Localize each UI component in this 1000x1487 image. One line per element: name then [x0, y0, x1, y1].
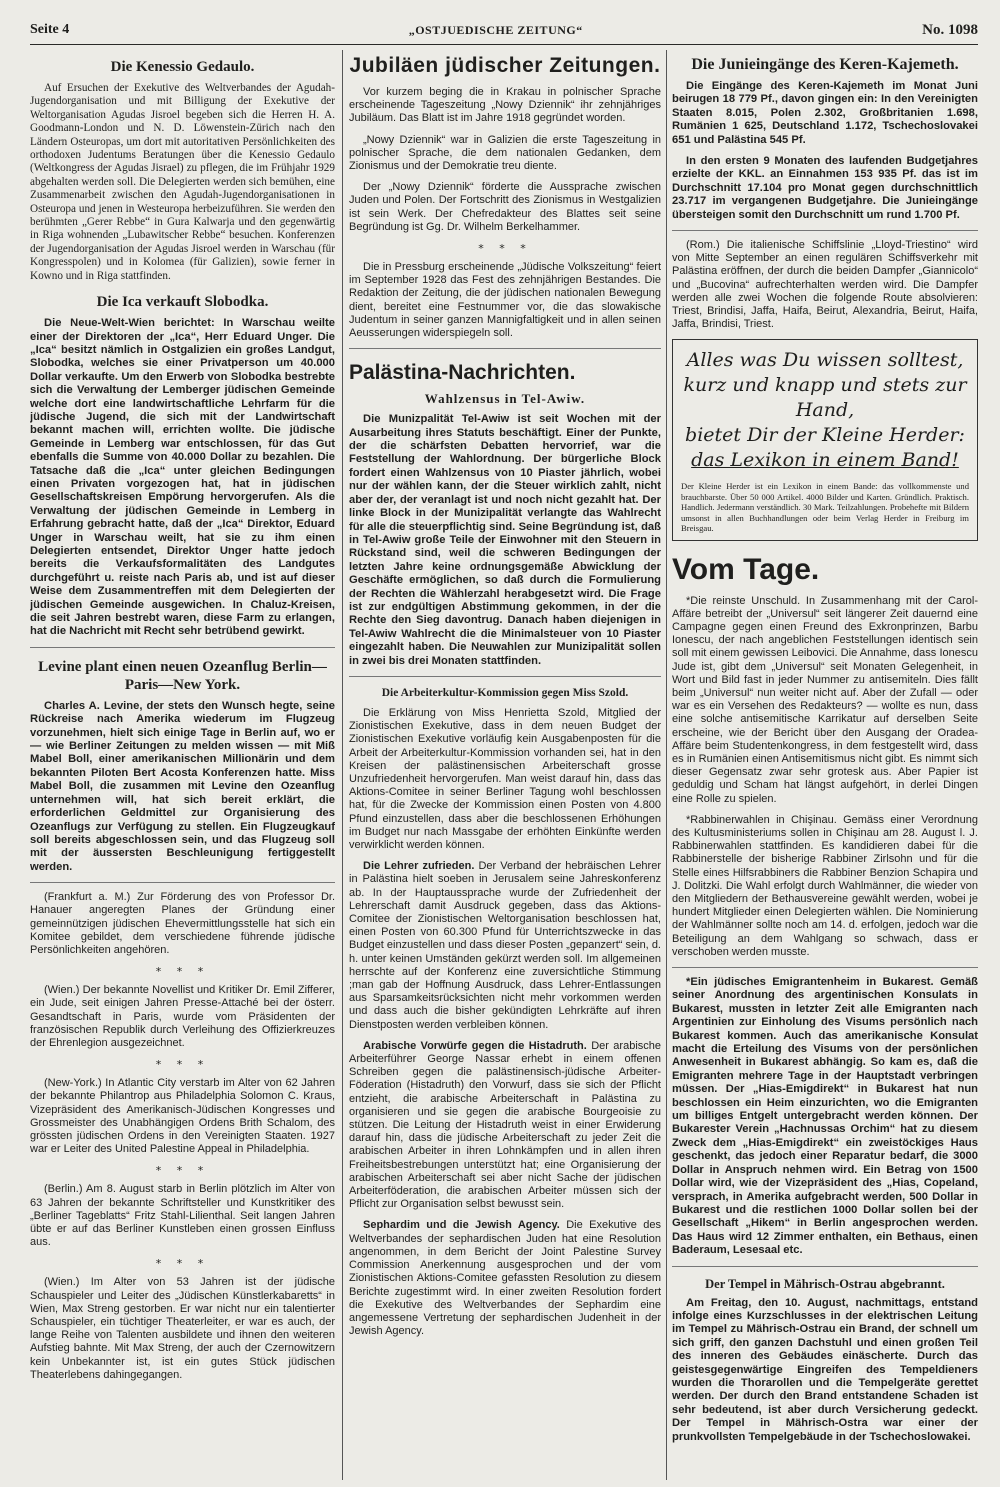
- article-text: Die Eingänge des Keren-Kajemeth im Monat Juni beirugen 18 779 Pf., davon gingen ein: In den Vereinigten Staaten 8.015, Polen 2.302, Großbritanien 1.698, Rumänien 1 625, Deutschland 1.172, Tschechoslovakei 651 und Palästina 545 Pf.: [672, 80, 978, 146]
- article-title: Die Junieingänge des Keren-Kajemeth.: [691, 56, 959, 73]
- divider: [349, 348, 661, 349]
- article-title: Die Ica verkauft Slobodka.: [96, 294, 269, 311]
- issue-number: No. 1098: [922, 21, 978, 38]
- article-lead: Die Lehrer zufrieden.: [363, 860, 475, 873]
- advertisement-herder: [672, 339, 978, 540]
- article-lead: Arabische Vorwürfe gegen die Histadruth.: [363, 1039, 587, 1052]
- column-1: [30, 50, 335, 1480]
- article-text: Die in Pressburg erscheinende „Jüdische Volkszeitung“ feiert im September 1928 das Fest des zehnjährigen Bestandes. Die Redaktion der Zeitung, die der jüdischen nationalen Bewegung dient, bereitet eine Festnummer vor, die das slowakische Judentum in seiner ganzen Mannigfaltigkeit und in allen seinen Aeusserungen widerspiegeln soll.: [349, 261, 661, 340]
- article-text: Die Munizpalität Tel-Awiw ist seit Wochen mit der Ausarbeitung ihres Statuts beschäftigt. Einer der Punkte, der die schärfsten Debatten hervorrief, war die Feststellung der Wahlordnung. Der bürgerliche Block fordert einen Wahlzensus von 10 Piaster jährlich, wobei nur der wählen kann, der die Steuer wirklich zahlt, nicht aber der, der veranlagt ist und noch nicht gezahlt hat. Der linke Block in der Munizipalität verlangte das Wahlrecht für alle die steuerpflichtig sind. Seine Begründung ist, daß in Tel-Awiw große Teile der Einwohner mit den Steuern in Rückstand sind, weil die schweren Bedingungen der letzten Jahre keine ordnungsgemäße Abwicklung der Geschäfte ermöglichen, so daß durch die Formulierung der Rechten die Wählerzahl herabgesetzt wird. Die Frage ist zur endgültigen Abstimmung gekommen, in der die Rechte den Sieg davontrug. Danach haben diejenigen in Tel-Awiw Wahlrecht die die Minimalsteuer von 10 Piaster eingezahlt haben. Die Neuwahlen zur Munizipalität sollen in zwei bis drei Monaten stattfinden.: [349, 413, 661, 667]
- article-title: Der Tempel in Mährisch-Ostrau abgebrannt.: [705, 1276, 945, 1291]
- article-text: Vor kurzem beging die in Krakau in polnischer Sprache erscheinende Tageszeitung „Nowy Dziennik“ ihr zehnjähriges Jubiläum. Das Blatt ist im Jahre 1918 gegründet worden.: [349, 86, 661, 125]
- column-rule: [342, 50, 343, 1480]
- masthead: „OSTJUEDISCHE ZEITUNG“: [408, 22, 583, 37]
- section-title: Vom Tage.: [672, 552, 820, 586]
- divider: [672, 967, 978, 968]
- news-item: *Ein jüdisches Emigrantenheim in Bukarest. Gemäß seiner Anordnung des argentinischen Konsulats in Bukarest, mussten in letzter Zeit alle Emigranten nach Argentinien zur Einholung des Visums persönlich nach Bukarest kommen. Auch das amerikanische Konsulat macht die Erteilung des Visums von der persönlichen Anwesenheit in Bukarest abhängig. So kam es, daß die Emigranten mehrere Tage in der Hauptstadt verbringen müssen. Der „Hias-Emigdirekt“ in Bukarest hat nun beschlossen ein Heim einzurichten, wo die Emigranten um billiges Entgelt untergebracht werden können. Der Bukarester Verein „Hachnussas Orchim“ hat zu diesem Zweck dem „Hias-Emigdirekt“ ein zweistöckiges Haus geschenkt, das jedoch einer Reparatur bedarf, die 3000 Dollar in Anspruch nehmen wird. Ein Betrag von 1500 Dollar wird, wie der Vizepräsident des „Hias, Copeland, versprach, in Amerika aufgebracht werden, 500 Dollar in Bukarest und die restlichen 1000 Dollar sollen bei der Gesellschaft „Hikem“ in Berlin angesprochen werden. Das Haus wird 12 Zimmer enthalten, ein Bethaus, einen Baderaum, Lesesaal etc.: [672, 976, 978, 1257]
- divider: [30, 647, 335, 648]
- divider: [672, 1266, 978, 1267]
- ad-slogan-line: bietet Dir der Kleine Herder:: [685, 424, 965, 447]
- article-text: [349, 1219, 661, 1338]
- article-title: Wahlzensus in Tel-Awiw.: [424, 391, 586, 407]
- separator-stars: * * *: [155, 1164, 210, 1178]
- column-2: [349, 50, 661, 1480]
- page-header: [30, 18, 978, 42]
- news-item: (New-York.) In Atlantic City verstarb im Alter von 62 Jahren der bekannte Philantrop aus Philadelphia Solomon C. Kraus, Vizepräsident des Amerikanisch-Jüdischen Kongresses und Grossmeister des Unabhängigen Ordens Brith Schalom, des grössten jüdischen Ordens in den Vereinigten Staaten. 1927 war er Leiter des United Palestine Appeal in Philadelphia.: [30, 1077, 335, 1156]
- article-title: Die Arbeiterkultur-Kommission gegen Miss Szold.: [381, 686, 629, 699]
- divider: [672, 230, 978, 231]
- news-item: (Rom.) Die italienische Schiffslinie „Lloyd-Triestino“ wird von Mitte September an einen regulären Schiffsverkehr mit Palästina eröffnen, der durch die beiden Dampfer „Giannicolo“ und „Bucovina“ aufrechterhalten werden wird. Die Dampfer werden alle zwei Wochen die folgende Route absolvieren: Triest, Brindisi, Jaffa, Haifa, Beirut, Alexandria, Beirut, Haifa, Jaffa, Brindisi, Triest.: [672, 239, 978, 331]
- ad-slogan: [681, 348, 969, 473]
- header-rule: [30, 44, 978, 45]
- article-text: [349, 1040, 661, 1212]
- ad-slogan-line: das Lexikon in einem Band!: [691, 449, 959, 472]
- article-title: Die Kenessio Gedaulo.: [110, 59, 255, 75]
- article-lead: Sephardim und die Jewish Agency.: [363, 1219, 560, 1232]
- news-item: (Berlin.) Am 8. August starb in Berlin plötzlich im Alter von 63 Jahren der bekannte Schriftsteller und Kunstkritiker des „Berliner Tageblatts“ Fritz Stahl-Lilienthal. Seit langen Jahren übte er auf das Berliner Kunstleben einen grossen Einfluss aus.: [30, 1183, 335, 1249]
- article-text: Die Erklärung von Miss Henrietta Szold, Mitglied der Zionistischen Exekutive, dass in dem neuen Budget der Zionistischen Exekutive vorläufig kein Ausgabenposten für die Arbeit der Arbeiterkultur-Kommission vorhanden sei, hat in den Kreisen der palästinensischen Arbeiterschaft grosse Unzufriedenheit hervorgerufen. Man weist darauf hin, dass das Aktions-Comitee in seiner Berliner Tagung wohl beschlossen hat, für die Zwecke der Kommission einen Posten von 4.800 Pfund einzustellen, dass aber die beschlossenen Erhöhungen im Budget nur nach Massgabe der erhöhten Einkünfte werden verwirklicht werden können.: [349, 706, 661, 851]
- article-text: [349, 860, 661, 1032]
- article-text: In den ersten 9 Monaten des laufenden Budgetjahres erzielte der KKL. an Einnahmen 153 935 Pf. das ist im Durchschnitt 17.104 pro Monat gegen durchschnittlich 23.717 im vergangenen Budgetjahre. Die Junieingänge übersteigen somit den Durchschnitt um rund 1.700 Pf.: [672, 155, 978, 221]
- news-item: (Wien.) Der bekannte Novellist und Kritiker Dr. Emil Zifferer, ein Jude, seit einigen Jahren Presse-Attaché bei der österr. Gesandtschaft in Paris, wurde vom Präsidenten der französischen Republik durch Verleihung des Offizierkreuzes der Ehrenlegion ausgezeichnet.: [30, 984, 335, 1049]
- divider: [30, 882, 335, 883]
- article-text: Auf Ersuchen der Exekutive des Weltverbandes der Agudah-Jugendorganisation und mit Billigung der Exekutive der Weltorganisation Agudas Jisroel begeben sich die Herren H. A. Goodmann-London und N. D. Löwenstein-Zürich nach den Ländern Osteuropas, um dort mit autoritativen Persönlichkeiten des orthodoxen Judentums Beratungen über die Kenessio Gedaulo (Weltkongress der Agudas Jisrael) zu pflegen, die im Frühjahr 1929 abgehalten werden soll. Die Delegierten werden sich bemühen, eine Zusammenarbeit zwischen den Agudah-Jugendorganisationen in Osteuropa und jenen in Westeuropa herbeizuführen. Sie werden den berühmten „Gerer Rebbe“ in Gura Kalwarja und den gegenwärtig in Riga wohnenden „Lubawitscher Rebbe“ besuchen. Konferenzen der Jugendorganisation der Agudas Jisroel werden in Warschau (für Kongresspolen) und in Kolomea (für Galizien), sowie ferner in Kowno und in Riga stattfinden.: [30, 82, 335, 282]
- section-title: Palästina-Nachrichten.: [349, 361, 576, 385]
- separator-stars: * * *: [155, 1257, 210, 1271]
- news-item: (Frankfurt a. M.) Zur Förderung des von Professor Dr. Hanauer angeregten Planes der Gründung einer gemeinnützigen jüdischen Ehevermittlungsstelle hat sich ein Komitee gebildet, dem verschiedene führende jüdische Persönlichkeiten angehören.: [30, 891, 335, 956]
- separator-stars: * * *: [155, 965, 210, 979]
- article-body: Der Verband der hebräischen Lehrer in Palästina hielt soeben in Jerusalem seine Jahreskonferenz ab. In der Hauptaussprache wurde der Zufriedenheit der Lehrerschaft damit Ausdruck gegeben, dass das Aktions-Comitee der Zionistischen Weltorganisation beschlossen hat, einen Posten von 60.300 Pfund für Unterrichtszwecke in das Budget einzustellen und dass dieser Posten „gepanzert“ sein, d. h. unter keinen Umständen gekürzt werden soll. Im allgemeinen herrschte auf der Konferenz eine zuversichtliche Stimmung ;man gab der Hoffnung Ausdruck, dass Lehrer-Entlassungen aus Sparsamkeitsrücksichten nicht mehr vorkommen werden und dass auch die bisher gekündigten Lehrkräfte auf ihren Dienstposten werden verbleiben können.: [349, 860, 661, 1031]
- news-item: *Rabbinerwahlen in Chişinau. Gemäss einer Verordnung des Kultusministeriums sollen in Chişinau am 28. August l. J. Rabbinerwahlen stattfinden. Es kandidieren dabei für die Rabbinerstelle der bisherige Rabbiner Zirlsohn und für die Stelle eines Hilfsrabbiners die Rabbiner Benzion Schapira und J. Dolitzki. Die Wahl erfolgt durch Wahlmänner, die wieder von den Mitgliedern der Bethausvereine gewählt werden, wobei je hundert Mitglieder einen Delegierten wählen. Die Nominierung der Wahlmänner sollte noch am 14. d. erfolgen, jedoch war die Beteiligung an dem Wahlgang so schwach, dass er verschoben werden musste.: [672, 813, 978, 958]
- article-text: Charles A. Levine, der stets den Wunsch hegte, seine Rückreise nach Amerika wiederum im Flugzeug vorzunehmen, hielt sich einige Tage in Berlin auf, wo er — wie Berliner Zeitungen zu melden wissen — mit Miß Mabel Boll, einer amerikanischen Millionärin und dem bekannten Piloten Bert Acosta Konferenzen hatte. Miss Mabel Boll, die zusammen mit Levine den Ozeanflug unternehmen will, hat sich bereit erklärt, die erforderlichen Geldmittel zur Organisierung des Ozeanflugs zur Verfügung zu stellen. Ein Flugzeugkauf soll bereits abgeschlossen sein, und das Flugzeug soll mit der äussersten Beschleunigung fertiggestellt werden.: [30, 699, 335, 873]
- article-body: Der arabische Arbeiterführer George Nassar erhebt in einem offenen Schreiben gegen die palästinensisch-jüdische Arbeiter-Föderation (Histadruth) den Vorwurf, dass sie sich der Pflicht entzieht, die arabische Arbeiterschaft in Palästina zu organisieren und sie gegen die arabische Bourgeoisie zu stützen. Die Leitung der Histadruth weist in einer Erwiderung darauf hin, dass die jüdische Arbeiterschaft zu jeder Zeit die arabischen Arbeiter in ihren Lohnkämpfen und in allen ihren Freiheitsbestrebungen unterstützt hat; eine Organisierung der arabischen Arbeiterschaft sei aber nicht Sache der jüdischen Arbeiterföderation, die arabischen Arbeiter müssen sich der Pflicht zur Organisation selbst bewusst sein.: [349, 1039, 661, 1211]
- separator-stars: * * *: [478, 242, 532, 256]
- article-text: Am Freitag, den 10. August, nachmittags, entstand infolge eines Kurzschlusses in der elektrischen Leitung im Tempel zu Mährisch-Ostrau ein Brand, der schnell um sich griff, den ganzen Dachstuhl und einen großen Teil des inneren des Gebäudes einäscherte. Durch das geistesgegenwärtige Eingreifen des Tempeldieners wurden die Thorarollen und die Tempelgeräte gerettet werden. Der durch den Brand entstandene Schaden ist sehr bedeutend, ist aber durch Versicherung gedeckt. Der Tempel in Mährisch-Ostra war einer der prunkvollsten Tempelgebäude in der Tschechoslowakei.: [672, 1296, 978, 1443]
- article-body: Die Exekutive des Weltverbandes der sephardischen Juden hat eine Resolution angenommen, in dem Bericht der Joint Palestine Survey Commission Anerkennung ausgesprochen und der vom Zionistischen Aktions-Comitee gefassten Resolution zu diesem Berichte zugestimmt wird. In einer zweiten Resolution fordert die Exekutive des Weltverbandes der Sephardim eine angemessene Vertretung der sephardischen Judenheit in der Jewish Agency.: [349, 1219, 661, 1338]
- ad-text: Der Kleine Herder ist ein Lexikon in einem Bande: das vollkommenste und brauchbarste. Über 50 000 Artikel. 4000 Bilder und Karten. Gründlich. Praktisch. Handlich. Jedermann verständlich. 30 Mark. Teilzahlungen. Probehefte mit Bildern umsonst in allen Buchhandlungen oder beim Verlag Herder in Freiburg im Breisgau.: [681, 481, 969, 534]
- ad-slogan-line: Alles was Du wissen solltest,: [686, 349, 964, 372]
- column-3: [672, 50, 978, 1480]
- article-text: „Nowy Dziennik“ war in Galizien die erste Tageszeitung in polnischer Sprache, die dem nationalen Gedanken, dem Zionismus und der Demokratie treu diente.: [349, 133, 661, 173]
- article-title: Levine plant einen neuen Ozeanflug Berlin—Paris—New York.: [38, 658, 327, 693]
- news-item: (Wien.) Im Alter von 53 Jahren ist der jüdische Schauspieler und Leiter des „Jüdischen Künstlerkabaretts“ in Wien, Max Streng gestorben. Er war nicht nur ein talentierter Schauspieler, ein tüchtiger Theaterleiter, er war es auch, der lange Reihe von Talenten ausbildete und ihnen den weiteren Aufstieg bahnte. Mit Max Streng, der auch der Czernowitzern kein Unbekannter ist, ist ein gutes Stück jüdischen Theaterlebens dahingegangen.: [30, 1276, 335, 1381]
- column-rule: [666, 50, 667, 1480]
- separator-stars: * * *: [155, 1058, 210, 1072]
- ad-slogan-line: kurz und knapp und stets zur Hand,: [683, 374, 967, 422]
- news-item: *Die reinste Unschuld. In Zusammenhang mit der Carol-Affäre betreibt der „Universul“ seit längerer Zeit dauernd eine Campagne gegen einen Freund des Exkronprinzen, Barbu Ionescu, der nach angeblichen Feststellungen identisch sein soll mit einem gewissen Leibovici. Die Annahme, dass Ionescu Jude ist, gibt dem „Universul“ seit Monaten Gelegenheit, in Wort und Bild fast in jeder Nummer zu antisemiteln. Dies fällt beim „Universul“ nun weiter nicht auf. Aber der Zufall — oder war es ein Versehen des Redakteurs? — wollte es nun, dass eine solche antisemitische Karrikatur auf derselben Seite erscheine, wie der Bericht über den Ausgang der Oradea-Affäre beim Studentenkongress, in dem festgestellt wird, dass es in Rumänien einen Antisemitismus nicht gibt. Es nimmt sich dieser Gegensatz zwar sehr grotesk aus. Aber Papier ist geduldig und Scham hat längst aufgehört, in derlei Dingen eine Rolle zu spielen.: [672, 594, 978, 805]
- article-text: Die Neue-Welt-Wien berichtet: In Warschau weilte einer der Direktoren der „Ica“, Herr Eduard Unger. Die „Ica“ besitzt nämlich in Ostgalizien ein großes Landgut, Slobodka, welches sie einer Privatperson um 40.000 Dollar verkaufte. Um den Erwerb von Slobodka bestrebte sich die Verwaltung der Lemberger jüdischen Gemeinde welche dort eine landwirtschaftliche Lehrfarm für die jüdische Jugend, die sich mit der Landwirtschaft bekannt machen will, errichten wollte. Die jüdische Gemeinde in Lemberg war entschlossen, für das Gut ebenfalls die Summe von 40.000 Dollar zu bezahlen. Die Tatsache daß die „Ica“ unter gleichen Bedingungen einen Privaten vorgezogen hat, hat in jüdischen Gesellschaftskreisen Empörung hervorgerufen. Als die Verwaltung der jüdischen Gemeinde in Lemberg in Erfahrung gebracht hatte, daß der „Ica“ Direktor, Eduard Unger in Warschau weilt, hat sie zu ihm einen Delegierten entsendet, Direktor Unger hatte jedoch bereits die Verkaufsformalitäten des Landgutes durchgeführt u. reiste nach Paris ab, und ist auf dieser Weise dem Zusammentreffen mit dem Delegierten der jüdischen Gemeinde ausgewichen. In Chaluz-Kreisen, die seit Jahren bestrebt waren, diese Farm zu erlangen, hat die Nachricht mit Recht sehr betrübend gewirkt.: [30, 317, 335, 638]
- article-title: Jubiläen jüdischer Zeitungen.: [349, 54, 661, 77]
- article-text: Der „Nowy Dziennik“ förderte die Aussprache zwischen Juden und Polen. Der Fortschritt des Zionismus in Westgalizien ist sein Werk. Der Chefredakteur des Blattes seit seine Begründung ist Gg. Dr. Wilhelm Berkelhammer.: [349, 181, 661, 233]
- divider: [349, 676, 661, 677]
- page-number: Seite 4: [30, 22, 70, 37]
